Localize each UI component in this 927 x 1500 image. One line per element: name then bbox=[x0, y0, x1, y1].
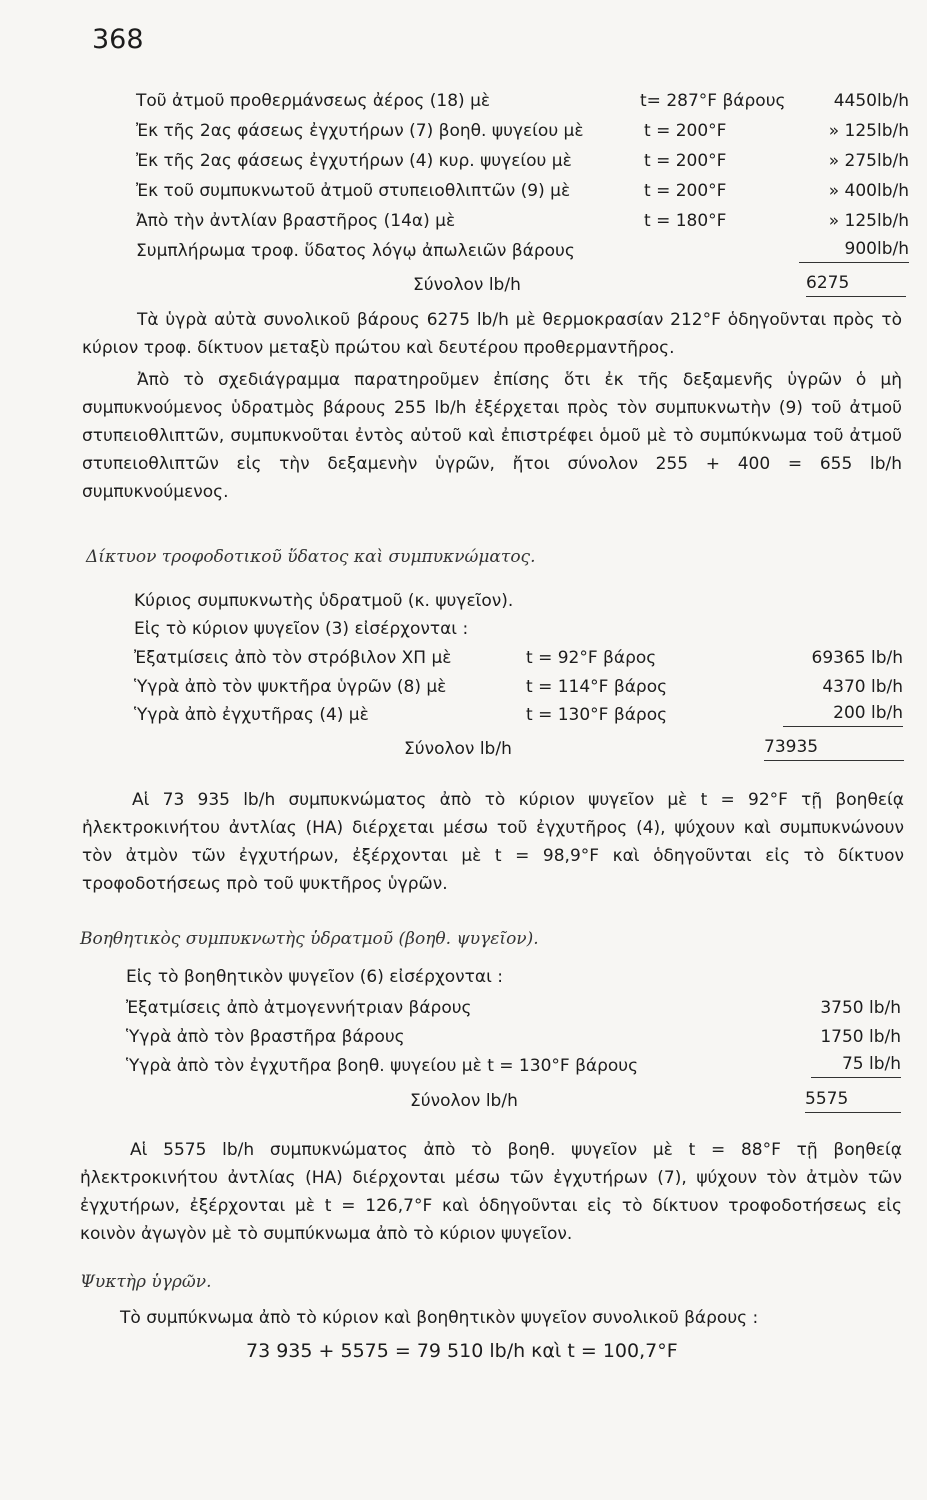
table-row bbox=[0, 236, 927, 266]
row-temp: t = 114°F βάρος bbox=[526, 677, 668, 697]
table-row bbox=[0, 116, 927, 146]
row-amount: 4450lb/h bbox=[833, 91, 909, 111]
paragraph: Τὰ ὑγρὰ αὐτὰ συνολικοῦ βάρους 6275 lb/h μὲ θερμοκρασίαν 212°F ὁδηγοῦνται πρὸς τὸ κύριον τροφ. δίκτυον μεταξὺ πρώτου καὶ δευτέρου προθερμαντῆρος. bbox=[82, 310, 902, 358]
table-row bbox=[0, 1022, 927, 1052]
page-number: 368 bbox=[92, 24, 144, 55]
row-label: Ὑγρὰ ἀπὸ τὸν ἐγχυτῆρα βοηθ. ψυγείου μὲ t = 130°F βάρους bbox=[126, 1056, 639, 1076]
intro-line bbox=[0, 614, 927, 644]
row-amount: 75 lb/h bbox=[811, 1051, 901, 1078]
table-row bbox=[0, 1051, 927, 1081]
intro-text: Εἰς τὸ βοηθητικὸν ψυγεῖον (6) εἰσέρχονται : bbox=[126, 967, 503, 987]
row-temp: t = 180°F bbox=[644, 211, 727, 231]
row-amount: » 400lb/h bbox=[828, 181, 909, 201]
row-label: Ἀπὸ τὴν ἀντλίαν βραστῆρος (14α) μὲ bbox=[136, 211, 456, 231]
table-row bbox=[0, 700, 927, 730]
row-amount: » 125lb/h bbox=[828, 121, 909, 141]
row-temp: t = 200°F bbox=[644, 151, 727, 171]
row-label: Ὑγρὰ ἀπὸ τὸν βραστῆρα βάρους bbox=[126, 1027, 405, 1047]
table-row bbox=[0, 643, 927, 673]
total-value: 5575 bbox=[805, 1086, 901, 1113]
table-row bbox=[0, 176, 927, 206]
row-temp: t = 200°F bbox=[644, 181, 727, 201]
row-amount: » 275lb/h bbox=[828, 151, 909, 171]
table-row bbox=[0, 146, 927, 176]
row-amount: 900lb/h bbox=[799, 236, 909, 263]
row-label: Ἐκ τῆς 2ας φάσεως ἐγχυτήρων (7) βοηθ. ψυγείου μὲ bbox=[136, 121, 584, 141]
equation-line bbox=[0, 1336, 927, 1366]
intro-text: Εἰς τὸ κύριον ψυγεῖον (3) εἰσέρχονται : bbox=[134, 619, 469, 639]
total-value: 6275 bbox=[806, 270, 906, 297]
row-temp: t= 287°F βάρους bbox=[640, 91, 786, 111]
intro-line bbox=[0, 962, 927, 992]
table-row bbox=[0, 993, 927, 1023]
paragraph: Αἱ 5575 lb/h συμπυκνώματος ἀπὸ τὸ βοηθ. ψυγεῖον μὲ t = 88°F τῇ βοηθείᾳ ἠλεκτροκινήτου ἀντλίας (ΗΑ) διέρχονται μέσω τῶν ἐγχυτήρων (7), ψύχουν τὸν ἀτμὸν τῶν ἐγχυτήρων, ἐξέρχονται μὲ t = 126,7°F καὶ ὁδηγοῦνται εἰς τὸ δίκτυον τροφοδοτήσεως εἰς κοινὸν ἀγωγὸν μὲ τὸ συμπύκνωμα ἀπὸ τὸ κύριον ψυγεῖον. bbox=[80, 1140, 902, 1244]
section-heading: Βοηθητικὸς συμπυκνωτὴς ὑδρατμοῦ (βοηθ. ψυγεῖον). bbox=[80, 929, 539, 949]
row-temp: t = 92°F βάρος bbox=[526, 648, 657, 668]
row-amount: 69365 lb/h bbox=[811, 648, 903, 668]
paragraph: Τὸ συμπύκνωμα ἀπὸ τὸ κύριον καὶ βοηθητικὸν ψυγεῖον συνολικοῦ βάρους : bbox=[120, 1308, 759, 1328]
row-amount: » 125lb/h bbox=[828, 211, 909, 231]
row-label: Συμπλήρωμα τροφ. ὕδατος λόγῳ ἀπωλειῶν βάρους bbox=[136, 241, 575, 261]
total-label: Σύνολον lb/h bbox=[404, 739, 512, 759]
section-heading: Δίκτυον τροφοδοτικοῦ ὕδατος καὶ συμπυκνώματος. bbox=[86, 547, 536, 567]
paragraph: Αἱ 73 935 lb/h συμπυκνώματος ἀπὸ τὸ κύριον ψυγεῖον μὲ t = 92°F τῇ βοηθείᾳ ἠλεκτροκινήτου ἀντλίας (ΗΑ) διέρχεται μέσω τοῦ ἐγχυτῆρος (4), ψύχουν καὶ συμπυκνώνουν τὸν ἀτμὸν τῶν ἐγχυτήρων, ἐξέρχονται μὲ t = 98,9°F καὶ ὁδηγοῦνται εἰς τὸ δίκτυον τροφοδοτήσεως πρὸ τοῦ ψυκτῆρος ὑγρῶν. bbox=[82, 790, 904, 894]
equation: 73 935 + 5575 = 79 510 lb/h καὶ t = 100,7°F bbox=[246, 1340, 678, 1362]
table-total-row bbox=[0, 270, 927, 300]
row-amount: 200 lb/h bbox=[783, 700, 903, 727]
row-temp: t = 130°F βάρος bbox=[526, 705, 668, 725]
row-amount: 4370 lb/h bbox=[822, 677, 903, 697]
table-row bbox=[0, 672, 927, 702]
row-amount: 3750 lb/h bbox=[820, 998, 901, 1018]
table-total-row bbox=[0, 734, 927, 764]
table-row bbox=[0, 206, 927, 236]
row-label: Τοῦ ἀτμοῦ προθερμάνσεως ἀέρος (18) μὲ bbox=[136, 91, 491, 111]
row-label: Ἐκ τῆς 2ας φάσεως ἐγχυτήρων (4) κυρ. ψυγείου μὲ bbox=[136, 151, 572, 171]
total-label: Σύνολον lb/h bbox=[410, 1091, 518, 1111]
intro-text: Κύριος συμπυκνωτὴς ὑδρατμοῦ (κ. ψυγεῖον). bbox=[134, 591, 514, 611]
row-label: Ὑγρὰ ἀπὸ τὸν ψυκτῆρα ὑγρῶν (8) μὲ bbox=[134, 677, 447, 697]
row-label: Ἐξατμίσεις ἀπὸ τὸν στρόβιλον ΧΠ μὲ bbox=[134, 648, 452, 668]
intro-line bbox=[0, 586, 927, 616]
table-total-row bbox=[0, 1086, 927, 1116]
row-label: Ἐξατμίσεις ἀπὸ ἀτμογεννήτριαν βάρους bbox=[126, 998, 472, 1018]
row-amount: 1750 lb/h bbox=[820, 1027, 901, 1047]
table-row bbox=[0, 86, 927, 116]
section-heading: Ψυκτὴρ ὑγρῶν. bbox=[80, 1272, 212, 1292]
total-value: 73935 bbox=[764, 734, 904, 761]
total-label: Σύνολον lb/h bbox=[413, 275, 521, 295]
paragraph: Ἀπὸ τὸ σχεδιάγραμμα παρατηροῦμεν ἐπίσης ὅτι ἐκ τῆς δεξαμενῆς ὑγρῶν ὁ μὴ συμπυκνούμενος ὑδρατμὸς βάρους 255 lb/h ἐξέρχεται πρὸς τὸν συμπυκνωτὴν (9) τοῦ ἀτμοῦ στυπειοθλιπτῶν, συμπυκνοῦται ἐντὸς αὐτοῦ καὶ ἐπιστρέφει ὁμοῦ μὲ τὸ συμπύκνωμα τοῦ ἀτμοῦ στυπειοθλιπτῶν εἰς τὴν δεξαμενὴν ὑγρῶν, ἤτοι σύνολον 255 + 400 = 655 lb/h συμπυκνούμενος. bbox=[82, 370, 902, 502]
row-temp: t = 200°F bbox=[644, 121, 727, 141]
row-label: Ὑγρὰ ἀπὸ ἐγχυτῆρας (4) μὲ bbox=[134, 705, 369, 725]
row-label: Ἐκ τοῦ συμπυκνωτοῦ ἀτμοῦ στυπειοθλιπτῶν (9) μὲ bbox=[136, 181, 571, 201]
